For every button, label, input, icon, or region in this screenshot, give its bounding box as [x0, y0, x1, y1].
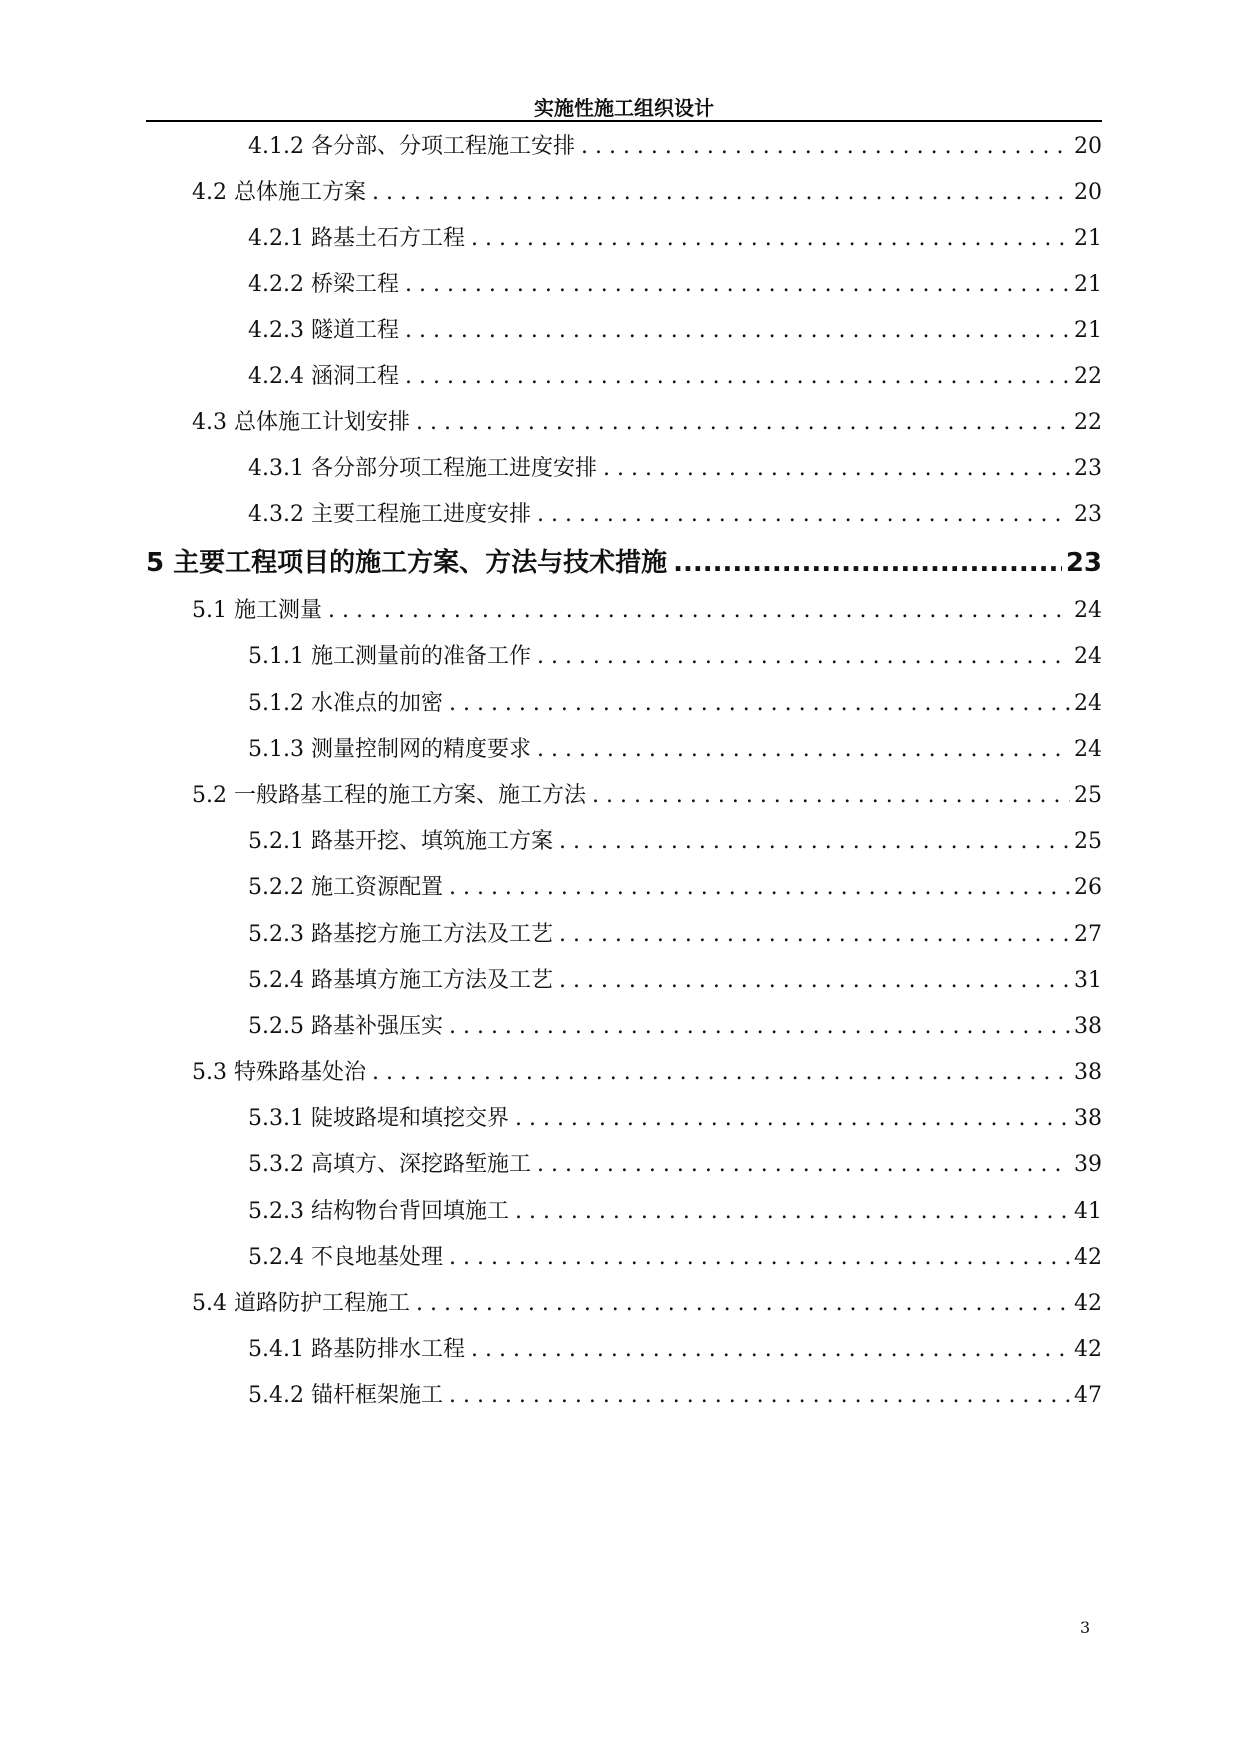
toc-entry-title: 5.1.2 水准点的加密 [248, 691, 443, 716]
toc-entry-page: 47 [1074, 1383, 1102, 1408]
toc-entry-page: 26 [1074, 875, 1102, 900]
toc-entry-title: 5.2.4 路基填方施工方法及工艺 [248, 968, 553, 993]
toc-entry-title: 5.2.5 路基补强压实 [248, 1014, 443, 1039]
toc-dot-leader [559, 826, 1070, 858]
toc-entry[interactable] [248, 315, 1102, 347]
toc-dot-leader [537, 1149, 1070, 1181]
toc-entry-title: 5.2.1 路基开挖、填筑施工方案 [248, 829, 553, 854]
page-number: 3 [1080, 1618, 1091, 1637]
toc-entry-page: 25 [1074, 783, 1102, 808]
toc-entry-title: 4.2.1 路基土石方工程 [248, 226, 465, 251]
toc-dot-leader [449, 1380, 1070, 1412]
toc-entry-title: 5.2.2 施工资源配置 [248, 875, 443, 900]
toc-entry-title: 4.3.2 主要工程施工进度安排 [248, 502, 531, 527]
toc-entry-title: 5.1 施工测量 [192, 598, 322, 623]
toc-entry-title: 5.4.2 锚杆框架施工 [248, 1383, 443, 1408]
toc-dot-leader [372, 1057, 1070, 1089]
toc-entry-title: 5.2.3 路基挖方施工方法及工艺 [248, 922, 553, 947]
toc-entry[interactable] [192, 595, 1102, 627]
toc-entry[interactable] [248, 223, 1102, 255]
toc-entry-title: 4.2 总体施工方案 [192, 180, 366, 205]
toc-dot-leader [537, 641, 1070, 673]
toc-dot-leader [515, 1196, 1070, 1228]
toc-entry[interactable] [192, 780, 1102, 812]
toc-entry-title: 5.2 一般路基工程的施工方案、施工方法 [192, 783, 586, 808]
toc-entry[interactable] [146, 547, 1102, 583]
toc-entry[interactable] [248, 1196, 1102, 1228]
toc-dot-leader [471, 223, 1070, 255]
toc-entry-page: 27 [1074, 922, 1102, 947]
toc-entry-page: 24 [1074, 737, 1102, 762]
toc-entry-title: 4.2.4 涵洞工程 [248, 364, 399, 389]
toc-entry[interactable] [248, 269, 1102, 301]
toc-dot-leader [515, 1103, 1070, 1135]
toc-entry-page: 39 [1074, 1152, 1102, 1177]
toc-entry-page: 38 [1074, 1014, 1102, 1039]
toc-entry-title: 5.3.2 高填方、深挖路堑施工 [248, 1152, 531, 1177]
toc-dot-leader [471, 1334, 1070, 1366]
toc-entry-page: 42 [1074, 1291, 1102, 1316]
toc-entry[interactable] [248, 361, 1102, 393]
toc-entry[interactable] [248, 1011, 1102, 1043]
toc-dot-leader [372, 177, 1070, 209]
toc-entry[interactable] [248, 1103, 1102, 1135]
toc-entry-title: 5.1.1 施工测量前的准备工作 [248, 644, 531, 669]
toc-dot-leader [328, 595, 1070, 627]
toc-entry-page: 20 [1074, 180, 1102, 205]
toc-dot-leader [449, 1242, 1070, 1274]
toc-entry[interactable] [192, 407, 1102, 439]
toc-dot-leader [416, 1288, 1070, 1320]
toc-entry-page: 38 [1074, 1106, 1102, 1131]
toc-entry-title: 4.1.2 各分部、分项工程施工安排 [248, 134, 575, 159]
toc-entry-page: 23 [1074, 456, 1102, 481]
toc-entry[interactable] [248, 1380, 1102, 1412]
toc-entry[interactable] [248, 826, 1102, 858]
toc-entry[interactable] [248, 131, 1102, 163]
toc-entry-page: 21 [1074, 272, 1102, 297]
toc-entry[interactable] [192, 1057, 1102, 1089]
toc-entry[interactable] [248, 641, 1102, 673]
toc-entry-page: 21 [1074, 226, 1102, 251]
toc-entry[interactable] [248, 499, 1102, 531]
toc-entry[interactable] [192, 177, 1102, 209]
toc-dot-leader [449, 872, 1070, 904]
toc-entry-page: 42 [1074, 1245, 1102, 1270]
toc-entry-title: 5 主要工程项目的施工方案、方法与技术措施 [146, 548, 668, 578]
toc-entry-page: 22 [1074, 364, 1102, 389]
toc-entry-title: 5.3.1 陡坡路堤和填挖交界 [248, 1106, 509, 1131]
toc-entry-page: 41 [1074, 1199, 1102, 1224]
toc-entry-title: 4.3.1 各分部分项工程施工进度安排 [248, 456, 597, 481]
toc-dot-leader [416, 407, 1070, 439]
toc-dot-leader [559, 919, 1070, 951]
toc-entry-page: 21 [1074, 318, 1102, 343]
toc-entry-page: 23 [1065, 548, 1102, 578]
toc-dot-leader [581, 131, 1070, 163]
toc-entry[interactable] [248, 1334, 1102, 1366]
running-header: 实施性施工组织设计 [534, 96, 714, 120]
toc-entry[interactable] [192, 1288, 1102, 1320]
toc-entry-title: 5.2.4 不良地基处理 [248, 1245, 443, 1270]
toc-entry[interactable] [248, 965, 1102, 997]
toc-entry-page: 24 [1074, 644, 1102, 669]
toc-dot-leader [405, 269, 1070, 301]
toc-entry-page: 42 [1074, 1337, 1102, 1362]
toc-entry-title: 5.4.1 路基防排水工程 [248, 1337, 465, 1362]
toc-entry-page: 22 [1074, 410, 1102, 435]
toc-dot-leader [559, 965, 1070, 997]
toc-entry[interactable] [248, 688, 1102, 720]
toc-dot-leader [449, 688, 1070, 720]
toc-entry-page: 23 [1074, 502, 1102, 527]
toc-entry[interactable] [248, 1149, 1102, 1181]
toc-dot-leader [449, 1011, 1070, 1043]
toc-entry-title: 5.4 道路防护工程施工 [192, 1291, 410, 1316]
toc-entry[interactable] [248, 1242, 1102, 1274]
toc-entry-page: 38 [1074, 1060, 1102, 1085]
toc-entry-title: 4.2.2 桥梁工程 [248, 272, 399, 297]
header-divider [146, 120, 1102, 122]
toc-entry-title: 5.1.3 测量控制网的精度要求 [248, 737, 531, 762]
toc-entry-page: 24 [1074, 598, 1102, 623]
toc-entry-page: 25 [1074, 829, 1102, 854]
toc-entry-page: 24 [1074, 691, 1102, 716]
toc-dot-leader [537, 499, 1070, 531]
toc-dot-leader [405, 361, 1070, 393]
toc-dot-leader [537, 734, 1070, 766]
toc-entry-title: 4.3 总体施工计划安排 [192, 410, 410, 435]
toc-dot-leader [603, 453, 1070, 485]
toc-dot-leader [592, 780, 1070, 812]
toc-entry[interactable] [248, 453, 1102, 485]
toc-entry-page: 20 [1074, 134, 1102, 159]
toc-entry-title: 5.3 特殊路基处治 [192, 1060, 366, 1085]
toc-entry-title: 5.2.3 结构物台背回填施工 [248, 1199, 509, 1224]
toc-entry[interactable] [248, 872, 1102, 904]
toc-entry-title: 4.2.3 隧道工程 [248, 318, 399, 343]
toc-entry-page: 31 [1074, 968, 1102, 993]
toc-dot-leader [405, 315, 1070, 347]
toc-dot-leader [673, 547, 1062, 579]
toc-entry[interactable] [248, 734, 1102, 766]
toc-entry[interactable] [248, 919, 1102, 951]
